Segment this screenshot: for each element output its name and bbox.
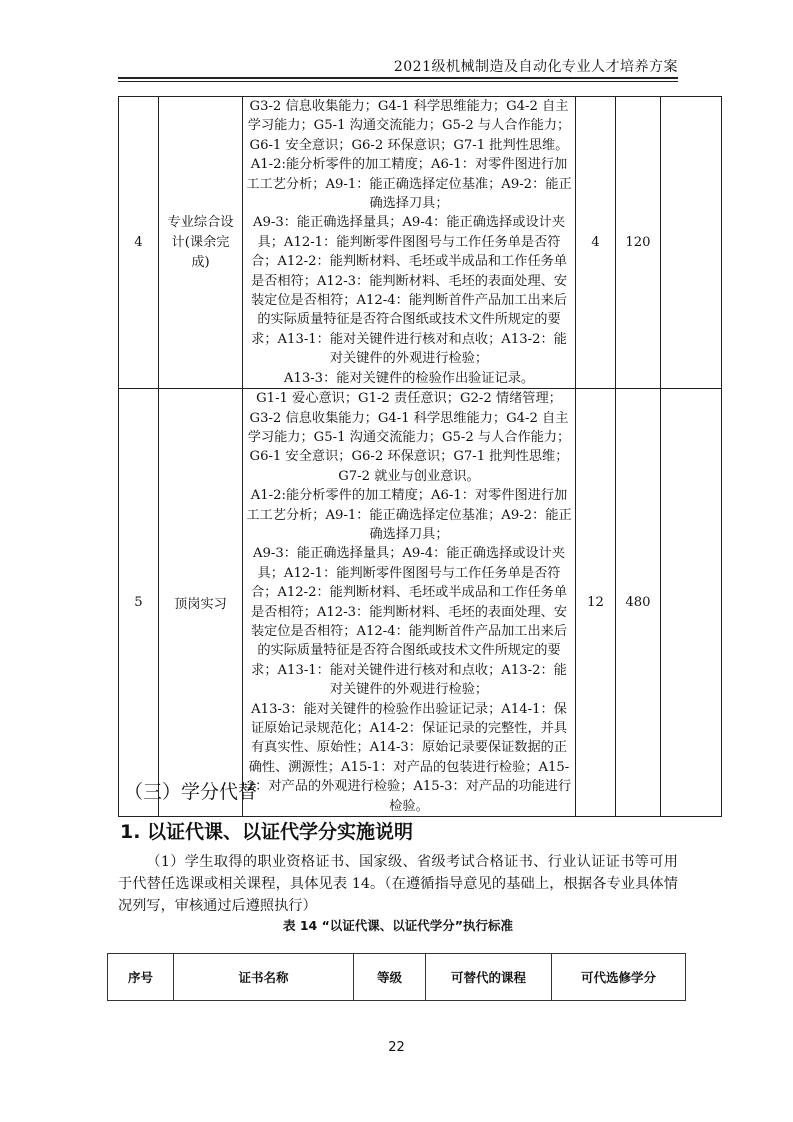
course-objectives [243, 389, 576, 817]
objective-paragraph: G1-1 爱心意识；G1-2 责任意识；G2-2 情绪管理；G3-2 信息收集能力；G4-1 科学思维能力；G4-2 自主学习能力；G5-1 沟通交流能力；G5-2 与人合作能力；G6-1 安全意识；G6-2 环保意识；G7-1 批判性思维；G7-2 就业与创业意识。 [247, 391, 571, 484]
header-elective-credits: 可代选修学分 [552, 954, 686, 1001]
body-paragraph [118, 851, 678, 917]
course-name: 专业综合设计(课余完成) [159, 97, 243, 389]
objective-paragraph: G3-2 信息收集能力；G4-1 科学思维能力；G4-2 自主学习能力；G5-1 沟通交流能力；G5-2 与人合作能力；G6-1 安全意识；G6-2 环保意识；G7-1 批判性思维。 [247, 99, 571, 153]
paragraph-text: （1）学生取得的职业资格证书、国家级、省级考试合格证书、行业认证证书等可用于代替任选课或相关课程，具体见表 14。（在遵循指导意见的基础上，根据各专业具体情况列写，审核通过后遵照执行） [118, 854, 678, 914]
table-caption: 表 14 “以证代课、以证代学分”执行标准 [282, 918, 514, 933]
objective-paragraph: A9-3：能正确选择量具；A9-4：能正确选择或设计夹具；A12-1：能判断零件图图号与工作任务单是否符合；A12-2：能判断材料、毛坯或半成品和工作任务单是否相符；A12-3：能判断材料、毛坯的表面处理、安装定位是否相符；A12-4：能判断首件产品加工出来后的实际质量特征是否符合图纸或技术文件所规定的要求；A13-1：能对关键件进行核对和点收；A13-2：能对关键件的外观进行检验； [250, 215, 568, 367]
credits: 12 [576, 389, 616, 817]
objective-paragraph: A9-3：能正确选择量具；A9-4：能正确选择或设计夹具；A12-1：能判断零件图图号与工作任务单是否符合；A12-2：能判断材料、毛坯或半成品和工作任务单是否相符；A12-3：能判断材料、毛坯的表面处理、安装定位是否相符；A12-4：能判断首件产品加工出来后的实际质量特征是否符合图纸或技术文件所规定的要求；A13-1：能对关键件进行核对和点收；A13-2：能对关键件的外观进行检验； [250, 546, 568, 698]
page-number: 22 [388, 1040, 405, 1055]
course-name: 顶岗实习 [159, 389, 243, 817]
running-header: 2021级机械制造及自动化专业人才培养方案 [393, 59, 678, 75]
objective-paragraph: A1-2:能分析零件的加工精度；A6-1：对零件图进行加工工艺分析；A9-1：能正确选择定位基准；A9-2：能正确选择刀具； [246, 488, 572, 542]
hours: 480 [616, 389, 661, 817]
objective-paragraph: A13-3：能对关键件的检验作出验证记录；A14-1：保证原始记录规范化；A14-2：保证记录的完整性，并具有真实性、原始性；A14-3：原始记录要保证数据的正确性、溯源性；A15-1：对产品的包装进行检验；A15-2：对产品的外观进行检验；A15-3：对产品的功能进行检验。 [246, 701, 572, 814]
objective-paragraph: A1-2:能分析零件的加工精度；A6-1：对零件图进行加工工艺分析；A9-1：能正确选择定位基准；A9-2：能正确选择刀具； [246, 157, 572, 212]
course-objectives [243, 97, 576, 389]
subsection-heading: 1. 以证代课、以证代学分实施说明 [120, 821, 414, 843]
certificate-table [107, 953, 686, 1001]
credits: 4 [576, 97, 616, 389]
header-replaceable-course: 可替代的课程 [426, 954, 552, 1001]
hours: 120 [616, 97, 661, 389]
section-heading: （三）学分代替 [124, 781, 258, 803]
row-index: 5 [119, 389, 159, 817]
table-row [119, 389, 722, 817]
objective-paragraph: A13-3：能对关键件的检验作出验证记录。 [283, 370, 535, 386]
table-row [119, 97, 722, 389]
header-level: 等级 [354, 954, 426, 1001]
table-header-row [108, 954, 686, 1001]
note [661, 97, 722, 389]
header-certificate-name: 证书名称 [174, 954, 354, 1001]
header-rule-thin [118, 81, 678, 82]
row-index: 4 [119, 97, 159, 389]
course-table [118, 96, 722, 817]
header-index: 序号 [108, 954, 174, 1001]
note [661, 389, 722, 817]
header-rule [118, 77, 678, 79]
